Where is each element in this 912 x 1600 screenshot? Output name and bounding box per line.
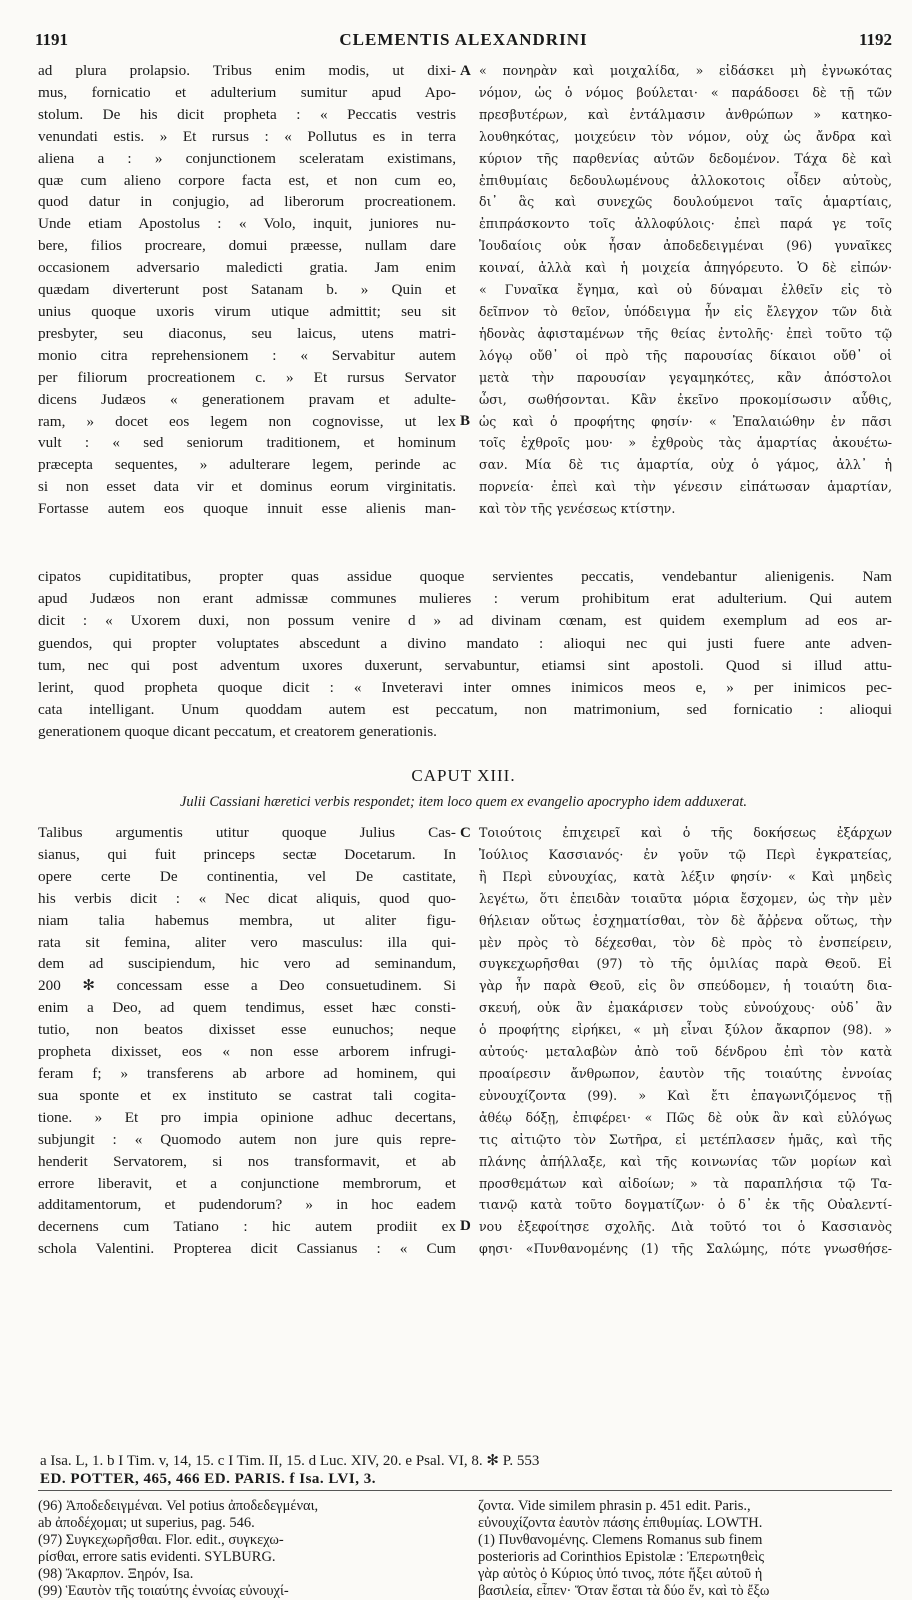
- latin-top-line: monio citra reprehensionem : « Servabitur autem: [38, 346, 456, 364]
- note-left-line: (99) Ἑαυτὸν τῆς τοιαύτης ἐννοίας εὐνουχί-: [38, 1583, 289, 1599]
- latin-top-line: præcepta sequentes, » adulterare legem, perinde ac: [38, 456, 456, 474]
- margin-marker-b: B: [460, 413, 471, 429]
- greek-top-line: ἐπιπράσκοντο τοῖς ἀλλοφύλοις· ἐπεὶ παρά γε τοῖς: [479, 216, 892, 232]
- greek-bottom-line: Ἰούλιος Κασσιανός· ἐν γοῦν τῷ Περὶ ἐγκρατείας,: [479, 846, 892, 862]
- greek-bottom-line: τις αἰτιῷτο τὸν Σωτῆρα, εἰ μετέπλασεν ἡμᾶς, καὶ τῆς: [479, 1131, 892, 1147]
- chapter-title: CAPUT XIII.: [411, 766, 516, 785]
- latin-bottom-line: tione. » Et pro impia opinione adhuc decertans,: [38, 1108, 456, 1126]
- greek-bottom-line: σκευή, οὐκ ἂν ἐμακάρισεν τοὺς εὐνούχους· οὐδ᾽ ἂν: [479, 1000, 892, 1016]
- scripture-references-line-1: a Isa. L, 1. b I Tim. v, 14, 15. c I Tim. II, 15. d Luc. XIV, 20. e Psal. VI, 8. ✻ P. 553: [40, 1453, 540, 1469]
- latin-full-line: lerint, quod propheta quoque dicit : « Inveteravi inter omnes inimicos meos e, » per inimicos pec-: [38, 679, 892, 697]
- latin-bottom-line: rata sit femina, aliter vero masculus: illa qui-: [38, 933, 456, 951]
- greek-top-line: μετὰ τὴν παρουσίαν γεγαμηκότες, κἂν ἀπόστολοι: [479, 369, 892, 385]
- margin-marker-c: C: [460, 825, 471, 841]
- greek-bottom-line: εὐνουχίζοντα (99). » Καὶ ἔτι ἐπαγωνιζόμενος τῇ: [479, 1087, 892, 1103]
- greek-bottom-line: μὲν πρὸς τὸ δέχεσθαι, τὸν δὲ πρὸς τὸ ἐνσπείρειν,: [479, 934, 892, 950]
- latin-full-line: tum, nec qui post adventum uxores duxerunt, servabuntur, etiamsi sint apostoli. Quod si illud attu-: [38, 656, 892, 674]
- latin-bottom-line: Talibus argumentis utitur quoque Julius Cas-: [38, 824, 456, 841]
- greek-bottom-line: λεγέτω, ὅτι ἐπειδὰν τοιαῦτα μόρια ἔσχομεν, ὡς τὴν μὲν: [479, 890, 892, 906]
- latin-top-line: venundati estis. » Et rursus : « Pollutus es in terra: [38, 127, 456, 145]
- greek-top-line: δι᾽ ἃς καὶ συνεχῶς δουλούμενοι ταῖς ἁμαρτίαις,: [479, 194, 892, 210]
- latin-full-line: cata intelligant. Unum quoddam autem est peccatum, non matrimonium, sed fornicatio : alioqui: [38, 701, 892, 719]
- latin-top-line: presbyter, seu diaconus, seu laicus, utens matri-: [38, 324, 456, 342]
- greek-top-line: Ἰουδαίοις οὐκ ἦσαν ἀποδεδειγμέναι (96) γυναῖκες: [479, 238, 892, 254]
- greek-bottom-line: γὰρ ἦν παρὰ Θεοῦ, εἰς ὃν σπεύδομεν, ἡ τοιαύτη δια-: [479, 978, 892, 994]
- latin-top-line: stolum. De his dicit propheta : « Peccatis vestris: [38, 105, 456, 123]
- latin-top-line: ram, » docet eos legem non cognovisse, ut lex: [38, 412, 456, 430]
- greek-top-line: ὦσι, σωθήσονται. Κἂν ἐκεῖνο προκομίσωσιν αὖθις,: [479, 391, 892, 407]
- greek-bottom-line: ὁ προφήτης εἰρήκει, « μὴ εἶναι ξύλον ἄκαρπον (98). »: [479, 1022, 892, 1038]
- note-right-line: ζοντα. Vide similem phrasin p. 451 edit. Paris.,: [478, 1498, 751, 1514]
- note-left-line: (96) Ἀποδεδειγμέναι. Vel potius ἀποδεδεγμέναι,: [38, 1498, 319, 1514]
- notes-divider: [38, 1490, 892, 1491]
- greek-top-line: κοιναί, ἀλλὰ καὶ ἡ μοιχεία ἀπηγόρευτο. Ὁ δὲ εἰπών·: [479, 260, 892, 276]
- latin-top-line: Unde etiam Apostolus : « Volo, inquit, juniores nu-: [38, 215, 456, 233]
- latin-bottom-line: his verbis dicit : « Nec dicat aliquis, quod quo-: [38, 889, 456, 907]
- note-right-line: γὰρ αὐτὸς ὁ Κύριος ὑπό τινος, πότε ἥξει αὐτοῦ ἡ: [478, 1566, 763, 1582]
- greek-bottom-line: προσθεμάτων καὶ αἰδοίων; » τὰ παραπλήσια τῷ Τα-: [479, 1175, 892, 1191]
- latin-bottom-line: sianus, qui fuit princeps sectæ Docetarum. In: [38, 845, 456, 863]
- note-left-line: (98) Ἄκαρπον. Ξηρόν, Isa.: [38, 1566, 194, 1582]
- note-right-line: εὐνουχίζοντα ἑαυτὸν πάσης ἐπιθυμίας. LOWTH.: [478, 1515, 763, 1531]
- greek-bottom-line: φησι· «Πυνθανομένης (1) τῆς Σαλώμης, πότε γνωσθήσε-: [479, 1241, 892, 1257]
- latin-top-line: mus, fornicatio et adulterium sumitur apud Apo-: [38, 83, 456, 101]
- latin-top-line: ad plura prolapsio. Tribus enim modis, ut dixi-: [38, 62, 456, 79]
- greek-top-line: τοῖς ἐχθροῖς μου· » ἐχθροὺς τὰς ἁμαρτίας ἀκουέτω-: [479, 435, 892, 451]
- greek-top-line: σαν. Μία δὲ τις ἁμαρτία, οὐχ ὁ γάμος, ἀλλ᾽ ἡ: [479, 457, 892, 473]
- running-title: CLEMENTIS ALEXANDRINI: [339, 30, 588, 49]
- latin-bottom-line: niam talia habemus membra, ut aliter figu-: [38, 911, 456, 929]
- note-left-line: (97) Συγκεχωρῆσθαι. Flor. edit., συγκεχω-: [38, 1532, 284, 1548]
- latin-top-line: Fortasse autem eos quoque innuit esse alienis man-: [38, 500, 456, 518]
- greek-bottom-line: ἢ Περὶ εὐνουχίας, κατὰ λέξιν φησίν· « Καὶ μηδεὶς: [479, 868, 892, 884]
- greek-bottom-line: προαίρεσιν ἄνθρωπον, ἑαυτὸν τῆς τοιαύτης ἐννοίας: [479, 1065, 892, 1081]
- latin-full-line: guendos, qui propter voluptates abscedunt a divino mandato : alioqui nec qui justi fuere ante adven-: [38, 634, 892, 652]
- greek-bottom-line: τιανῷ κατὰ τοῦτο δογματίζων· ὁ δ᾽ ἐκ τῆς Οὐαλεντί-: [479, 1197, 892, 1213]
- latin-bottom-line: decernens cum Tatiano : hic autem prodiit ex: [38, 1218, 456, 1236]
- editorial-notes-left: [38, 1498, 463, 1600]
- note-right-line: posterioris ad Corinthios Epistolæ : Ἐπερωτηθεὶς: [478, 1549, 765, 1565]
- latin-bottom-line: 200 ✻ concessam esse a Deo consuetudinem. Si: [38, 977, 456, 995]
- latin-top-line: dicens Judæos « generationem pravam et adulte-: [38, 390, 456, 408]
- greek-top-line: « Γυναῖκα ἔγημα, καὶ οὐ δύναμαι ἐλθεῖν εἰς τὸ: [479, 282, 892, 298]
- greek-bottom-line: πλάνης ἀπήλλαξε, καὶ τῆς κοινωνίας τῶν μορίων καὶ: [479, 1153, 892, 1169]
- latin-top-line: si non esset data vir et dominus eorum virginitatis.: [38, 478, 456, 496]
- latin-bottom-line: enim a Deo, ad quem tendimus, esset hæc consti-: [38, 999, 456, 1017]
- greek-bottom-line: νου ἐξεφοίτησε σχολῆς. Διὰ τοῦτό τοι ὁ Κασσιανὸς: [479, 1219, 892, 1235]
- greek-top-line: ὡς καὶ ὁ προφήτης φησίν· « Ἐπαλαιώθην ἐν πᾶσι: [479, 413, 892, 429]
- latin-top-line: vult : « sed seniorum traditionem, et hominum: [38, 434, 456, 452]
- greek-top-line: καὶ τὸν τῆς γενέσεως κτίστην.: [479, 501, 676, 517]
- greek-top-line: λουθηκότας, μοιχεύειν τὸν νόμον, οὐχ ὡς ἄνδρα καὶ: [479, 128, 892, 144]
- editorial-notes-right: [478, 1498, 898, 1600]
- greek-top-line: ἡδονὰς ἀφισταμένων τῆς θείας ἐντολῆς· ἐπεὶ τοῦτο τῷ: [479, 325, 892, 341]
- greek-top-line: « πονηρὰν καὶ μοιχαλίδα, » εἰδάσκει μὴ ἐγνωκότας: [479, 63, 892, 78]
- greek-top-line: πρεσβυτέρων, καὶ ἐντάλμασιν ἀνθρώπων » κατηκο-: [479, 106, 892, 122]
- latin-top-line: unius quoque uxoris virum utique admittit; seu sit: [38, 302, 456, 320]
- latin-bottom-line: additamentorum, et pudendorum? » in hoc eadem: [38, 1196, 456, 1214]
- greek-top-line: λόγῳ οὔθ᾽ οἱ πρὸ τῆς παρουσίας δίκαιοι οὔθ᾽ οἱ: [479, 347, 892, 363]
- latin-bottom-line: schola Valentini. Propterea dicit Cassianus : « Cum: [38, 1240, 456, 1258]
- greek-top-line: νόμον, ὡς ὁ νόμος βούλεται· « παράδοσει δὲ τῇ τῶν: [479, 84, 892, 100]
- greek-bottom-line: Τοιούτοις ἐπιχειρεῖ καὶ ὁ τῆς δοκήσεως ἐξάρχων: [479, 825, 892, 840]
- greek-top-line: ἐπιθυμίαις δεδουλωμένους ἀλλοκοτοις οἶδεν αὐτοὺς,: [479, 172, 892, 188]
- greek-top-line: δεῖπνον τὸ θεῖον, ὑπόδειγμα ἦν εἰς ἔλεγχον τῶν διὰ: [479, 303, 892, 319]
- latin-column-top: [38, 60, 456, 520]
- greek-column-top: [479, 60, 892, 520]
- page-number-right: 1192: [858, 30, 892, 49]
- latin-top-line: quædam diverterunt post Satanam b. » Quin et: [38, 281, 456, 299]
- greek-bottom-line: θήλειαν οὕτως ἐσχηματίσθαι, τὸν δὲ ἄῤῥενα οὕτως, τὴν: [479, 912, 892, 928]
- latin-full-line: cipatos cupiditatibus, propter quas assidue quoque servientes peccatis, vendebantur alienigenis. Nam: [38, 568, 892, 585]
- latin-bottom-line: henderit Servatorem, si nos transformavit, et ab: [38, 1152, 456, 1170]
- greek-column-bottom: [479, 822, 892, 1260]
- latin-full-line: generationem quoque dicant peccatum, et creatorem generationis.: [38, 723, 437, 741]
- latin-top-line: quod datur in conjugio, ad liberorum procreationem.: [38, 193, 456, 211]
- latin-full-line: apud Judæos non erant admissæ communes mulieres : verum prohibitum erat adulterium. Qui autem: [38, 590, 892, 608]
- latin-bottom-line: subjungit : « Quomodo autem non jure quis repre-: [38, 1130, 456, 1148]
- latin-full-line: dicit : « Uxorem duxi, non possum venire d » ad divinam cœnam, est quidem exemplum ad eos ar-: [38, 612, 892, 630]
- chapter-subtitle: Julii Cassiani hæretici verbis respondet; item loco quem ex evangelio apocrypho idem adduxerat.: [179, 794, 748, 810]
- greek-bottom-line: συγκεχωρῆσθαι (97) τὸ τῆς ὁμιλίας παρὰ Θεοῦ. Εἰ: [479, 956, 892, 972]
- latin-top-line: aliena a : » conjunctionem sceleratam existimans,: [38, 149, 456, 167]
- latin-bottom-line: opere certe De continentia, vel De castitate,: [38, 867, 456, 885]
- margin-marker-a: A: [460, 63, 471, 79]
- margin-marker-d: D: [460, 1218, 471, 1234]
- latin-bottom-line: propheta dixisset, eos « non esse arborem infrugi-: [38, 1043, 456, 1061]
- latin-top-line: bere, filios procreare, domui præesse, nullam dare: [38, 237, 456, 255]
- latin-bottom-line: dem ad suscipiendum, hic vero ad seminandum,: [38, 955, 456, 973]
- greek-top-line: κύριον τῆς παρθενίας αὐτῶν δεδομένον. Τάχα δὲ καὶ: [479, 150, 892, 166]
- latin-full-width-paragraph: [38, 566, 892, 744]
- page-number-left: 1191: [35, 30, 69, 49]
- latin-top-line: occasionem adversario maledicti gratia. Jam enim: [38, 259, 456, 277]
- latin-top-line: quæ cum alieno corpore facta est, et non cum eo,: [38, 171, 456, 189]
- scripture-references: [40, 1452, 890, 1488]
- latin-bottom-line: feram f; » transferens ab arbore ad hominem, qui: [38, 1064, 456, 1082]
- greek-bottom-line: αὐτούς· μεταλαβὼν ἀπὸ τοῦ δένδρου ἐπὶ τὸν κατὰ: [479, 1044, 892, 1060]
- latin-top-line: per filiorum procreationem c. » Et rursus Servator: [38, 368, 456, 386]
- note-right-line: βασιλεία, εἶπεν· Ὅταν ἔσται τὰ δύο ἕν, καὶ τὸ ἔξω: [478, 1583, 770, 1599]
- page-header: [35, 30, 892, 56]
- latin-bottom-line: sua sponte et ex instituto se castrat tali cogita-: [38, 1086, 456, 1104]
- greek-top-line: πορνεία· ἐπεὶ καὶ τὴν γένεσιν εἰπάτωσαν ἁμαρτίαν,: [479, 479, 892, 495]
- note-left-line: ab ἀποδέχομαι; ut superius, pag. 546.: [38, 1515, 255, 1531]
- greek-bottom-line: ἀθέῳ δόξῃ, ἐπιφέρει· « Πῶς δὲ οὐκ ἂν καὶ εὐλόγως: [479, 1109, 892, 1125]
- scripture-references-line-2: ED. POTTER, 465, 466 ED. PARIS. f Isa. LVI, 3.: [40, 1471, 376, 1487]
- latin-bottom-line: tutio, non beatos dixisset esse eunuchos; neque: [38, 1021, 456, 1039]
- latin-column-bottom: [38, 822, 456, 1260]
- note-right-line: (1) Πυνθανομένης. Clemens Romanus sub finem: [478, 1532, 763, 1548]
- latin-bottom-line: errore liberavit, et a conjunctione membrorum, et: [38, 1174, 456, 1192]
- note-left-line: ρίσθαι, errore satis evidenti. SYLBURG.: [38, 1549, 276, 1565]
